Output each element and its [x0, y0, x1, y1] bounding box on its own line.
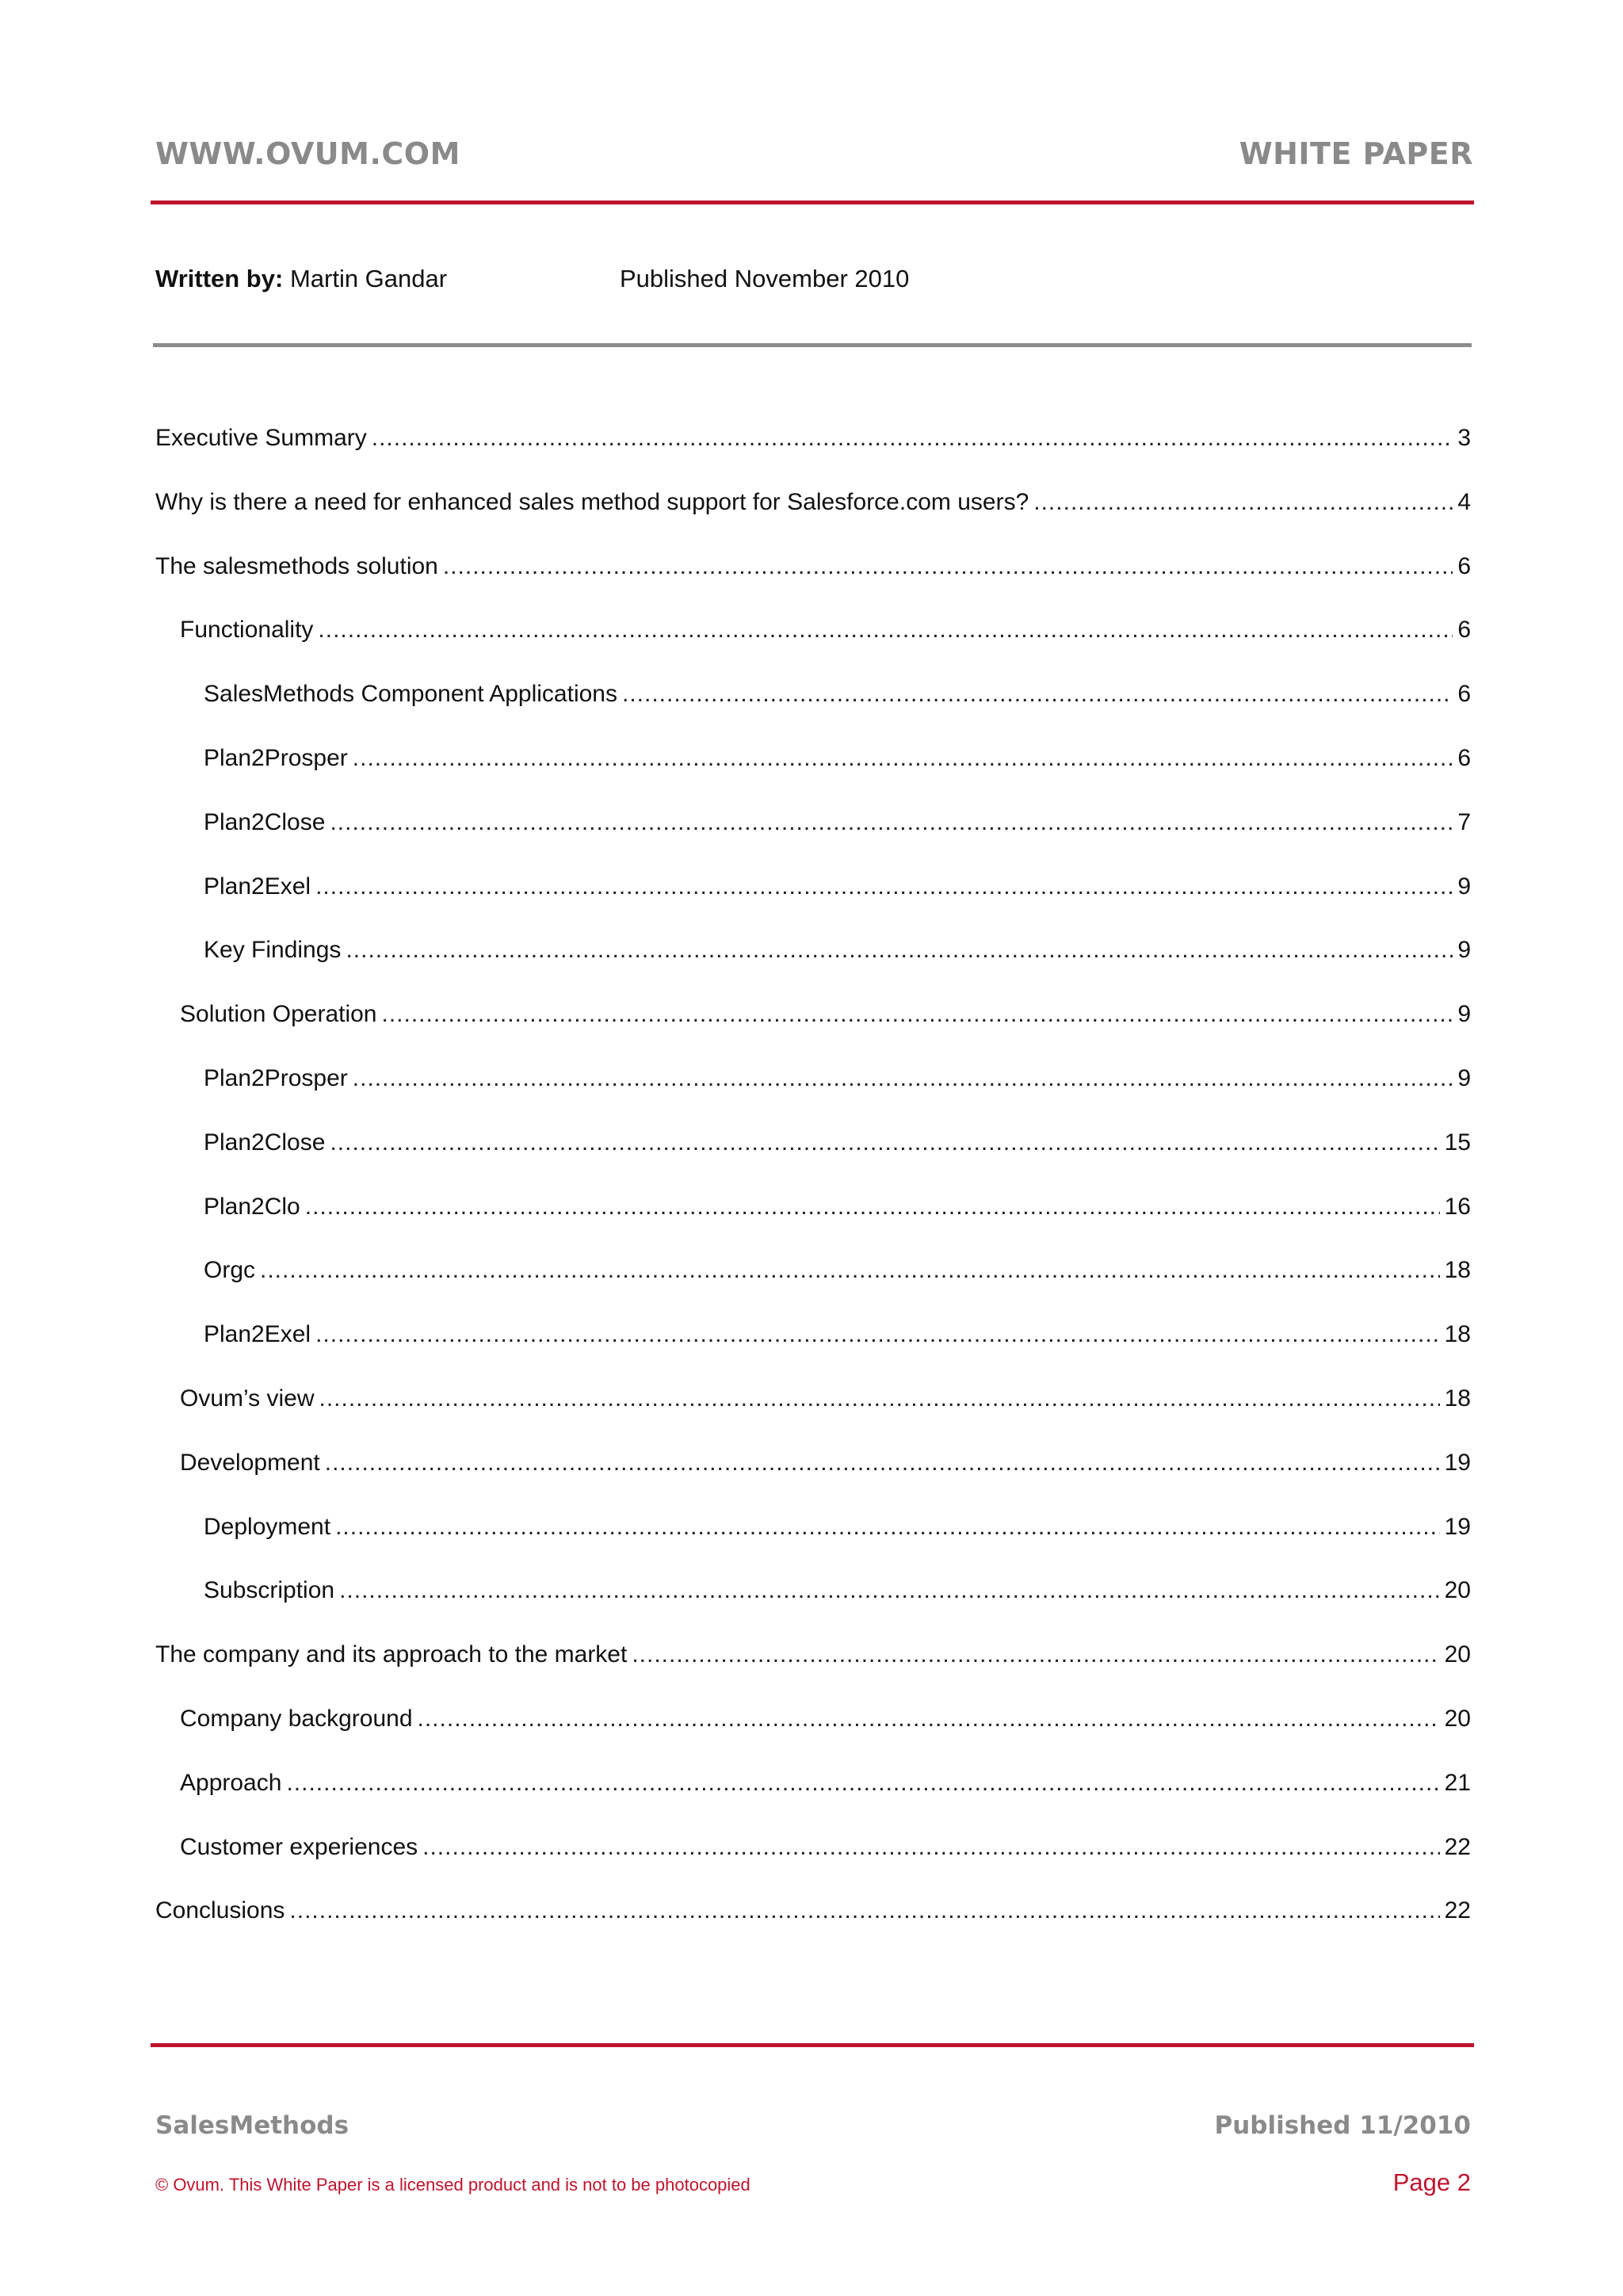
toc-entry-page: 19: [1444, 1514, 1471, 1540]
toc-entry-label: Deployment: [204, 1514, 331, 1540]
toc-entry-label: Orgc: [204, 1257, 256, 1283]
toc-dot-leader: [315, 1319, 1440, 1350]
toc-entry-label: Development: [180, 1450, 320, 1476]
toc-dot-leader: [289, 1895, 1439, 1927]
toc-entry-page: 3: [1457, 425, 1471, 451]
toc-entry-page: 22: [1444, 1897, 1471, 1924]
toc-entry-page: 21: [1444, 1770, 1471, 1796]
toc-entry-label: Approach: [180, 1770, 282, 1796]
toc-dot-leader: [325, 1447, 1440, 1479]
toc-entry[interactable]: [204, 1255, 1471, 1286]
toc-dot-leader: [372, 422, 1453, 454]
toc-entry[interactable]: [204, 934, 1471, 966]
header-doc-type: WHITE PAPER: [1239, 136, 1473, 171]
toc-entry[interactable]: [204, 1575, 1471, 1606]
toc-entry[interactable]: [204, 1511, 1471, 1543]
toc-entry-page: 9: [1457, 937, 1471, 963]
toc-entry-page: 6: [1457, 553, 1471, 579]
toc-entry-label: Plan2Exel: [204, 873, 311, 900]
toc-dot-leader: [330, 1127, 1439, 1159]
toc-entry[interactable]: [204, 678, 1471, 710]
footer-divider: [151, 2043, 1474, 2047]
toc-entry[interactable]: [180, 1383, 1471, 1415]
toc-entry[interactable]: [180, 614, 1471, 646]
toc-dot-leader: [319, 1383, 1439, 1415]
toc-entry-label: Conclusions: [155, 1897, 285, 1924]
toc-entry-page: 9: [1457, 1065, 1471, 1091]
toc-entry[interactable]: [155, 551, 1471, 583]
copyright-notice: © Ovum. This White Paper is a licensed product and is not to be photocopied: [155, 2175, 750, 2195]
toc-entry[interactable]: [204, 1319, 1471, 1350]
toc-entry[interactable]: [204, 1063, 1471, 1095]
toc-entry-label: Functionality: [180, 617, 314, 643]
toc-entry[interactable]: [155, 1639, 1471, 1671]
meta-divider: [153, 343, 1472, 347]
toc-entry-page: 7: [1457, 809, 1471, 835]
toc-entry-label: Company background: [180, 1706, 413, 1732]
toc-entry-page: 15: [1444, 1129, 1471, 1156]
toc-entry-label: Plan2Prosper: [204, 1065, 348, 1091]
header-divider: [151, 201, 1474, 204]
toc-dot-leader: [632, 1639, 1439, 1671]
toc-entry[interactable]: [180, 1767, 1471, 1799]
toc-dot-leader: [1033, 487, 1453, 518]
toc-entry-page: 18: [1444, 1385, 1471, 1412]
toc-entry[interactable]: [204, 743, 1471, 774]
toc-entry[interactable]: [180, 1447, 1471, 1479]
toc-entry-label: Ovum’s view: [180, 1385, 315, 1412]
toc-entry[interactable]: [155, 422, 1471, 454]
toc-entry-page: 6: [1457, 617, 1471, 643]
toc-entry-label: Customer experiences: [180, 1834, 418, 1860]
toc-entry[interactable]: [180, 999, 1471, 1030]
toc-entry-page: 18: [1444, 1321, 1471, 1347]
toc-entry[interactable]: [180, 1832, 1471, 1863]
footer-product: SalesMethods: [155, 2111, 349, 2140]
toc-dot-leader: [305, 1191, 1440, 1223]
toc-entry-label: Plan2Close: [204, 1129, 326, 1156]
toc-entry-label: Plan2Exel: [204, 1321, 311, 1347]
toc-entry-page: 6: [1457, 745, 1471, 771]
toc-entry-page: 16: [1444, 1194, 1471, 1220]
author-name: Martin Gandar: [289, 265, 448, 292]
toc-entry-page: 22: [1444, 1834, 1471, 1860]
toc-entry-label: Plan2Clo: [204, 1194, 300, 1220]
toc-entry-page: 9: [1457, 873, 1471, 900]
page-number: Page 2: [1392, 2168, 1471, 2196]
toc-entry-label: Executive Summary: [155, 425, 367, 451]
toc-dot-leader: [330, 807, 1453, 839]
toc-dot-leader: [353, 743, 1453, 774]
toc-dot-leader: [339, 1575, 1440, 1606]
toc-entry-label: Plan2Close: [204, 809, 326, 835]
toc-entry[interactable]: [204, 1191, 1471, 1223]
toc-entry[interactable]: [155, 1895, 1471, 1927]
toc-dot-leader: [622, 678, 1453, 710]
toc-dot-leader: [318, 614, 1453, 646]
toc-dot-leader: [260, 1255, 1440, 1286]
toc-entry-page: 20: [1444, 1641, 1471, 1668]
toc-entry-page: 4: [1457, 489, 1471, 515]
header-site: WWW.OVUM.COM: [155, 136, 460, 171]
published-date: Published November 2010: [620, 265, 910, 292]
author-line: [155, 263, 447, 295]
footer-published: Published 11/2010: [1214, 2111, 1471, 2140]
toc-entry-page: 6: [1457, 681, 1471, 707]
toc-entry-label: The company and its approach to the market: [155, 1641, 628, 1668]
toc-dot-leader: [443, 551, 1453, 583]
toc-entry-label: Key Findings: [204, 937, 342, 963]
toc-entry-page: 19: [1444, 1450, 1471, 1476]
toc-dot-leader: [382, 999, 1453, 1030]
toc-entry-label: Why is there a need for enhanced sales method support for Salesforce.com users?: [155, 489, 1029, 515]
toc-entry-page: 9: [1457, 1001, 1471, 1027]
toc-entry-label: The salesmethods solution: [155, 553, 438, 579]
toc-entry[interactable]: [180, 1703, 1471, 1735]
toc-entry[interactable]: [204, 807, 1471, 839]
toc-entry-label: Subscription: [204, 1577, 335, 1603]
toc-dot-leader: [346, 934, 1453, 966]
toc-dot-leader: [353, 1063, 1453, 1095]
toc-dot-leader: [286, 1767, 1439, 1799]
toc-entry[interactable]: [204, 871, 1471, 903]
toc-dot-leader: [335, 1511, 1440, 1543]
toc-entry-label: SalesMethods Component Applications: [204, 681, 617, 707]
toc-entry[interactable]: [204, 1127, 1471, 1159]
toc-dot-leader: [315, 871, 1453, 903]
toc-dot-leader: [418, 1703, 1440, 1735]
toc-dot-leader: [422, 1832, 1439, 1863]
toc-entry[interactable]: [155, 487, 1471, 518]
toc-entry-label: Plan2Prosper: [204, 745, 348, 771]
toc-entry-page: 20: [1444, 1706, 1471, 1732]
toc-entry-page: 20: [1444, 1577, 1471, 1603]
toc-entry-page: 18: [1444, 1257, 1471, 1283]
toc-entry-label: Solution Operation: [180, 1001, 377, 1027]
written-by-label: Written by:: [155, 265, 284, 292]
